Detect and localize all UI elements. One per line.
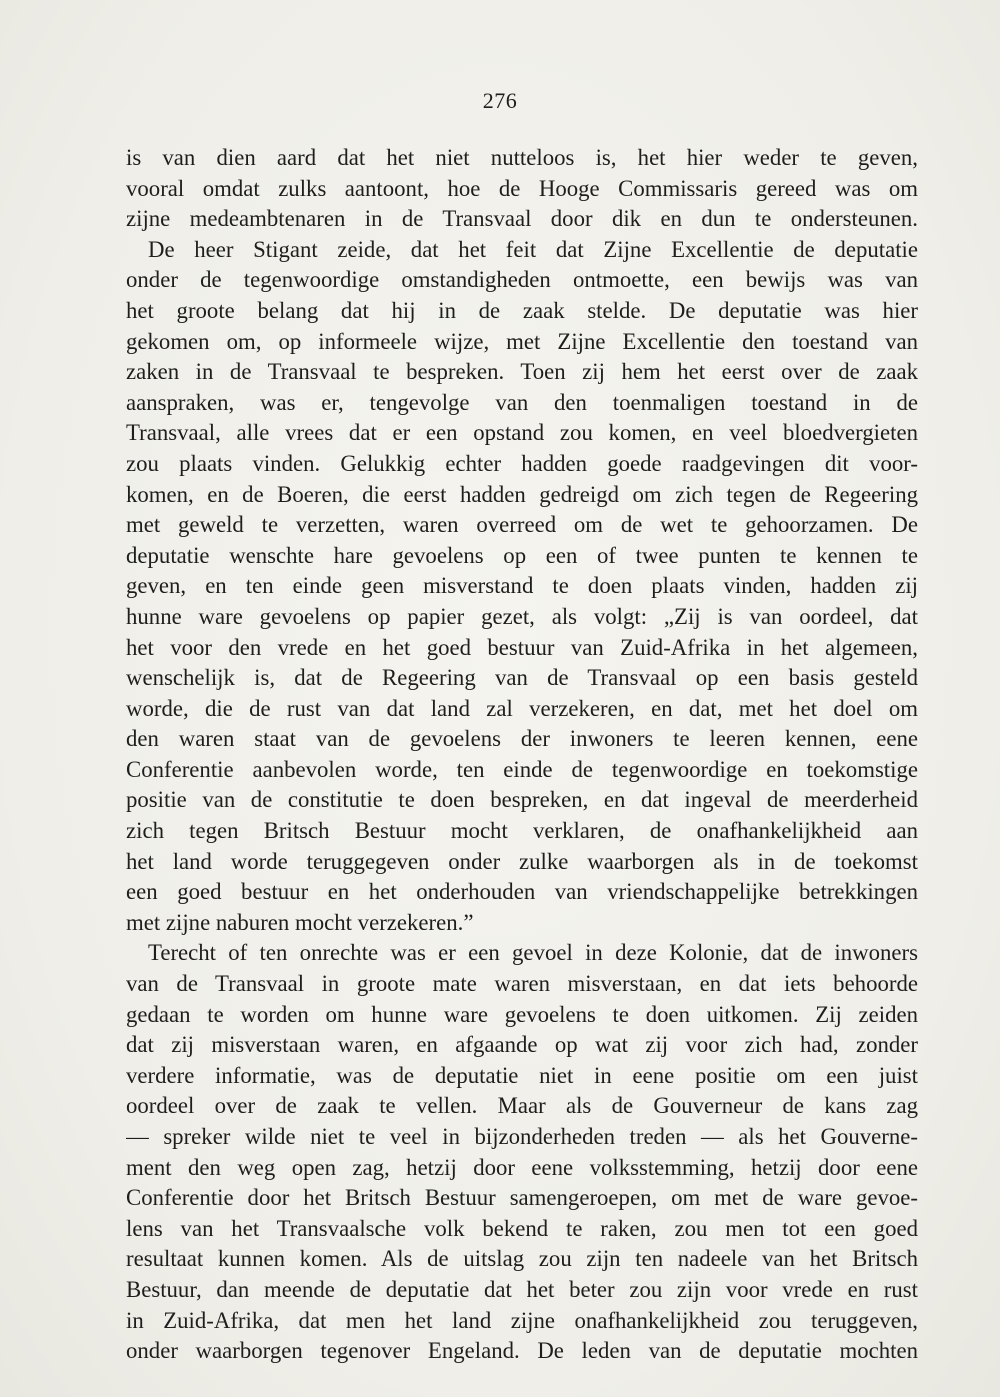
text-line: dat zij misverstaan waren, en afgaande op wat zij voor zich had, zonder [126,1032,918,1058]
text-line: het land worde teruggegeven onder zulke waarborgen als in de toekomst [126,848,918,874]
page-number: 276 [482,88,518,113]
text-line: wenschelijk is, dat de Regeering van de Transvaal op een basis gesteld [126,665,918,691]
text-line: Bestuur, dan meende de deputatie dat het beter zou zijn voor vrede en rust [126,1276,918,1302]
text-line: onder waarborgen tegenover Engeland. De leden van de deputatie mochten [126,1338,918,1364]
text-line: gekomen om, op informeele wijze, met Zijne Excellentie den toestand van [126,328,918,354]
text-line: De heer Stigant zeide, dat het feit dat Zijne Excellentie de deputatie [148,236,918,262]
text-line: zaken in de Transvaal te bespreken. Toen zij hem het eerst over de zaak [126,359,918,385]
text-line: zou plaats vinden. Gelukkig echter hadden goede raadgevingen dit voor- [126,450,918,476]
text-line: gedaan te worden om hunne ware gevoelens te doen uitkomen. Zij zeiden [126,1001,918,1027]
text-line: Conferentie aanbevolen worde, ten einde de tegenwoordige en toekomstige [126,756,918,782]
text-line: vooral omdat zulks aantoont, hoe de Hooge Commissaris gereed was om [126,175,918,201]
text-line: resultaat kunnen komen. Als de uitslag zou zijn ten nadeele van het Britsch [126,1246,918,1272]
text-line: is van dien aard dat het niet nutteloos is, het hier weder te geven, [126,145,918,170]
text-line: het groote belang dat hij in de zaak stelde. De deputatie was hier [126,297,918,323]
text-line: met geweld te verzetten, waren overreed om de wet te gehoorzamen. De [126,512,918,538]
text-line: Terecht of ten onrechte was er een gevoel in deze Kolonie, dat de inwoners [148,940,918,966]
text-line: Conferentie door het Britsch Bestuur samengeroepen, om met de ware gevoe- [126,1185,918,1211]
text-line: — spreker wilde niet te veel in bijzonderheden treden — als het Gouverne- [126,1124,918,1149]
text-line: deputatie wenschte hare gevoelens op een of twee punten te kennen te [126,542,918,568]
text-line: het voor den vrede en het goed bestuur van Zuid-Afrika in het algemeen, [126,634,918,660]
text-line: verdere informatie, was de deputatie niet in eene positie om een juist [126,1062,918,1088]
text-line: worde, die de rust van dat land zal verzekeren, en dat, met het doel om [126,695,918,721]
text-line: positie van de constitutie te doen bespreken, en dat ingeval de meerderheid [126,787,918,813]
text-line: hunne ware gevoelens op papier gezet, als volgt: „Zij is van oordeel, dat [126,603,918,629]
text-line: oordeel over de zaak te vellen. Maar als de Gouverneur de kans zag [126,1093,918,1119]
text-line: zich tegen Britsch Bestuur mocht verklaren, de onafhankelijkheid aan [126,818,918,844]
text-line: geven, en ten einde geen misverstand te doen plaats vinden, hadden zij [126,573,918,599]
text-line: zijne medeambtenaren in de Transvaal door dik en dun te ondersteunen. [126,206,918,232]
text-line: met zijne naburen mocht verzekeren.” [126,909,474,935]
text-line: Transvaal, alle vrees dat er een opstand zou komen, en veel bloedvergieten [126,420,918,446]
text-line: den waren staat van de gevoelens der inwoners te leeren kennen, eene [126,726,918,752]
text-line: ment den weg open zag, hetzij door eene volksstemming, hetzij door eene [126,1154,918,1180]
text-line: van de Transvaal in groote mate waren misverstaan, en dat iets behoorde [126,971,918,997]
text-line: komen, en de Boeren, die eerst hadden gedreigd om zich tegen de Regeering [126,481,918,507]
text-line: onder de tegenwoordige omstandigheden ontmoette, een bewijs was van [126,267,918,293]
body-text [126,143,918,1367]
text-line: in Zuid-Afrika, dat men het land zijne onafhankelijkheid zou teruggeven, [126,1307,918,1333]
text-line: aanspraken, was er, tengevolge van den toenmaligen toestand in de [126,389,918,415]
text-line: een goed bestuur en het onderhouden van vriendschappelijke betrekkingen [126,879,918,905]
text-line: lens van het Transvaalsche volk bekend te raken, zou men tot een goed [126,1215,918,1241]
